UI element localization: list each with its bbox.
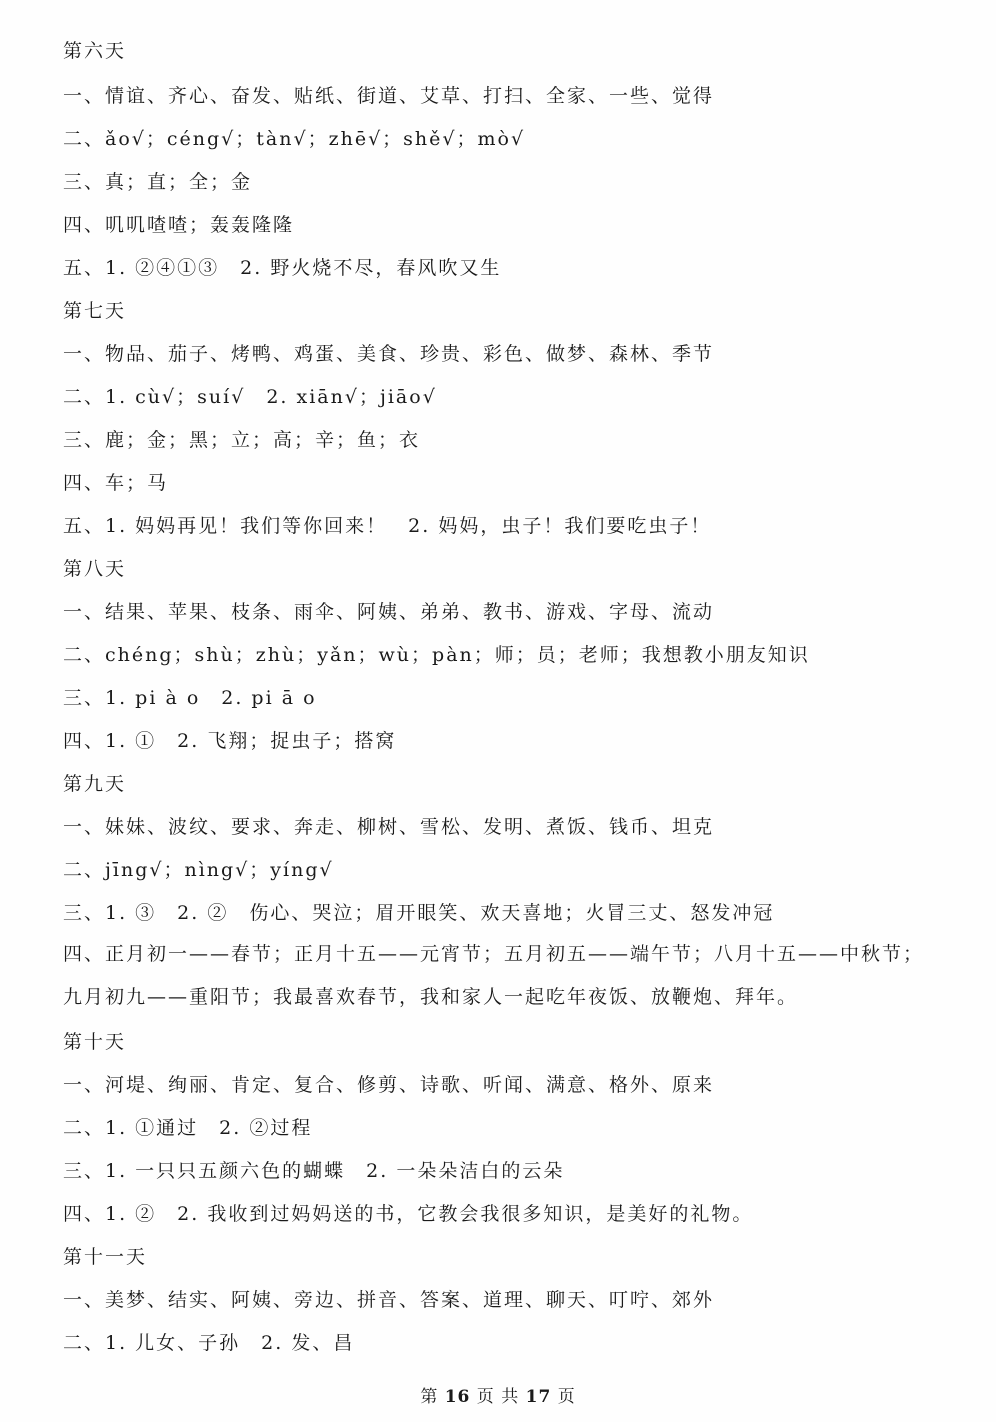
answer-line: 五、1. 妈妈再见！我们等你回来！ 2. 妈妈，虫子！我们要吃虫子！ <box>63 515 712 537</box>
heading-day-11: 第十一天 <box>63 1246 148 1268</box>
answer-line: 三、1. ③ 2. ② 伤心、哭泣；眉开眼笑、欢天喜地；火冒三丈、怒发冲冠 <box>63 902 775 924</box>
answer-line: 一、河堤、绚丽、肯定、复合、修剪、诗歌、听闻、满意、格外、原来 <box>63 1074 715 1096</box>
answer-line: 四、叽叽喳喳；轰轰隆隆 <box>63 214 295 236</box>
heading-day-9: 第九天 <box>63 773 127 795</box>
answer-line: 四、1. ② 2. 我收到过妈妈送的书，它教会我很多知识，是美好的礼物。 <box>63 1203 754 1225</box>
answer-line: 二、1. ①通过 2. ②过程 <box>63 1117 313 1139</box>
heading-day-8: 第八天 <box>63 558 127 580</box>
answer-line: 三、真；直；全；金 <box>63 171 253 193</box>
current-page-number: 16 <box>444 1387 471 1407</box>
answer-line: 一、美梦、结实、阿姨、旁边、拼音、答案、道理、聊天、叮咛、郊外 <box>63 1289 715 1311</box>
answer-line: 四、1. ① 2. 飞翔；捉虫子；搭窝 <box>63 730 397 752</box>
answer-line: 一、妹妹、波纹、要求、奔走、柳树、雪松、发明、煮饭、钱币、坦克 <box>63 816 715 838</box>
answer-line: 三、1. 一只只五颜六色的蝴蝶 2. 一朵朵洁白的云朵 <box>63 1160 565 1182</box>
answer-line: 三、1. pi à o 2. pi ā o <box>63 687 317 709</box>
answer-line: 二、jīng√；nìng√；yíng√ <box>63 859 334 881</box>
footer-middle: 页 共 <box>476 1387 520 1407</box>
heading-day-7: 第七天 <box>63 300 127 322</box>
answer-line: 二、chéng；shù；zhù；yǎn；wù；pàn；师；员；老师；我想教小朋友知识 <box>63 644 810 666</box>
answer-line: 一、情谊、齐心、奋发、贴纸、街道、艾草、打扫、全家、一些、觉得 <box>63 85 715 107</box>
total-page-count: 17 <box>525 1387 552 1407</box>
heading-day-6: 第六天 <box>63 40 127 62</box>
answer-line: 二、ǎo√；céng√；tàn√；zhē√；shě√；mò√ <box>63 128 526 150</box>
footer-suffix: 页 <box>557 1387 576 1407</box>
answer-line: 一、结果、苹果、枝条、雨伞、阿姨、弟弟、教书、游戏、字母、流动 <box>63 601 715 623</box>
answer-line-wrapped: 四、正月初一——春节；正月十五——元宵节；五月初五——端午节；八月十五——中秋节；九月初九——重阳节；我最喜欢春节，我和家人一起吃年夜饭、放鞭炮、拜年。 <box>63 943 925 1008</box>
page-footer <box>0 1382 996 1407</box>
answer-line: 一、物品、茄子、烤鸭、鸡蛋、美食、珍贵、彩色、做梦、森林、季节 <box>63 343 715 365</box>
footer-prefix: 第 <box>420 1387 439 1407</box>
heading-day-10: 第十天 <box>63 1031 127 1053</box>
answer-line: 四、车；马 <box>63 472 169 494</box>
answer-line: 五、1. ②④①③ 2. 野火烧不尽，春风吹又生 <box>63 257 502 279</box>
answer-line: 三、鹿；金；黑；立；高；辛；鱼；衣 <box>63 429 421 451</box>
answer-line: 二、1. cù√；suí√ 2. xiān√；jiāo√ <box>63 386 437 408</box>
answer-line: 二、1. 儿女、子孙 2. 发、昌 <box>63 1332 355 1354</box>
